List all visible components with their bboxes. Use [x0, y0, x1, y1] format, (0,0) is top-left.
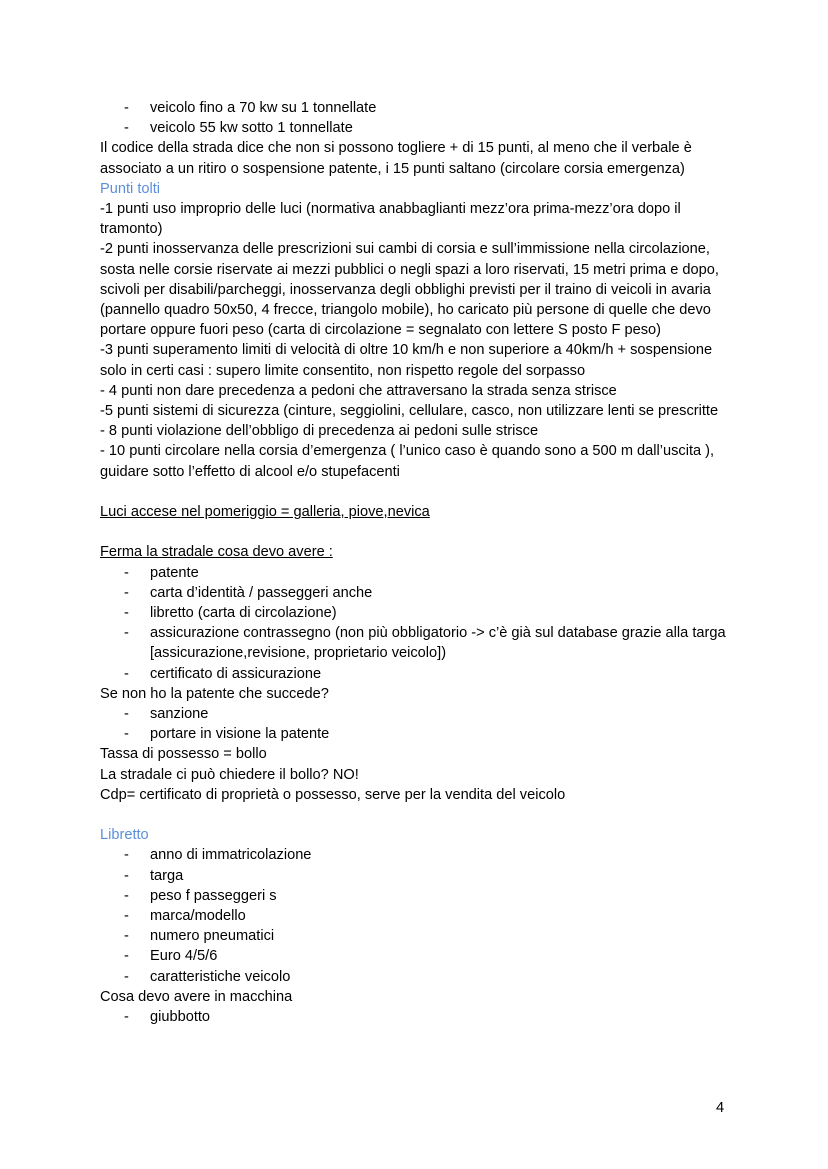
cdp-line: Cdp= certificato di proprietà o possesso, serve per la vendita del veicolo	[100, 786, 566, 803]
punti-10: - 10 punti circolare nella corsia d’emergenza ( l’unico caso è quando sono a 500 m dall’uscita ), guidare sotto l’effetto di alcool e/o stupefacenti	[100, 443, 715, 480]
luci-accese-heading: Luci accese nel pomeriggio = galleria, piove,nevica	[100, 504, 430, 521]
list-item: - numero pneumatici	[124, 928, 275, 945]
punti-3: -3 punti superamento limiti di velocità di oltre 10 km/h e non superiore a 40km/h + sospensione solo in certi casi : supero limite consentito, non rispetto regole del sorpasso	[100, 342, 713, 379]
libretto-heading: Libretto	[100, 827, 149, 844]
patente-answers-list	[100, 704, 740, 744]
document-page	[100, 98, 740, 1027]
list-item: - targa	[124, 867, 184, 884]
list-item: - Euro 4/5/6	[124, 948, 218, 965]
list-item: - sanzione	[124, 706, 209, 723]
libretto-list	[100, 845, 740, 986]
punti-2: -2 punti inosservanza delle prescrizioni sui cambi di corsia e sull’immissione nella circolazione, sosta nelle corsie riservate ai mezzi pubblici o negli spazi a loro riservati, 15 metri prima e dopo, scivoli per disabili/parcheggi, inosservanza degli obblighi previsti per il traino di veicoli in avaria (pannello quadro 50x50, 4 frecce, triangolo mobile), ho caricato più persone di quelle che devo portare oppure fuori peso (carta di circolazione = segnalato con lettere S posto F peso)	[100, 241, 719, 339]
list-item: - libretto (carta di circolazione)	[124, 605, 337, 622]
list-item: - anno di immatricolazione	[124, 847, 312, 864]
list-item: - patente	[124, 564, 199, 581]
punti-8: - 8 punti violazione dell’obbligo di precedenza ai pedoni sulle strisce	[100, 423, 539, 440]
list-item: - assicurazione contrassegno (non più obbligatorio -> c’è già sul database grazie alla targa [assicurazione,revisione, proprietario veicolo])	[124, 625, 726, 662]
punti-1: -1 punti uso improprio delle luci (normativa anabbaglianti mezz’ora prima-mezz’ora dopo il tramonto)	[100, 201, 681, 238]
ferma-stradale-heading: Ferma la stradale cosa devo avere :	[100, 544, 333, 561]
list-item: - marca/modello	[124, 908, 246, 925]
punti-5: -5 punti sistemi di sicurezza (cinture, seggiolini, cellulare, casco, non utilizzare lenti se prescritte	[100, 403, 719, 420]
macchina-heading: Cosa devo avere in macchina	[100, 988, 293, 1005]
codice-strada-paragraph: Il codice della strada dice che non si possono togliere + di 15 punti, al meno che il verbale è associato a un ritiro o sospensione patente, i 15 punti saltano (circolare corsia emergenza)	[100, 140, 692, 177]
tassa-line: Tassa di possesso = bollo	[100, 746, 267, 763]
list-item: - veicolo fino a 70 kw su 1 tonnellate	[124, 100, 377, 116]
macchina-list	[100, 1007, 740, 1027]
patente-question: Se non ho la patente che succede?	[100, 685, 329, 702]
list-item: - portare in visione la patente	[124, 726, 330, 743]
vehicle-limits-list	[100, 98, 740, 138]
list-item: - giubbotto	[124, 1009, 211, 1026]
list-item: - carta d’identità / passeggeri anche	[124, 584, 373, 601]
list-item: - veicolo 55 kw sotto 1 tonnellate	[124, 120, 353, 137]
documents-list	[100, 563, 740, 684]
page-number: 4	[716, 1100, 725, 1116]
list-item: - caratteristiche veicolo	[124, 968, 291, 985]
list-item: - peso f passeggeri s	[124, 887, 277, 904]
punti-4: - 4 punti non dare precedenza a pedoni che attraversano la strada senza strisce	[100, 382, 617, 399]
list-item: - certificato di assicurazione	[124, 665, 322, 682]
punti-tolti-heading: Punti tolti	[100, 180, 161, 197]
bollo-line: La stradale ci può chiedere il bollo? NO!	[100, 766, 359, 783]
